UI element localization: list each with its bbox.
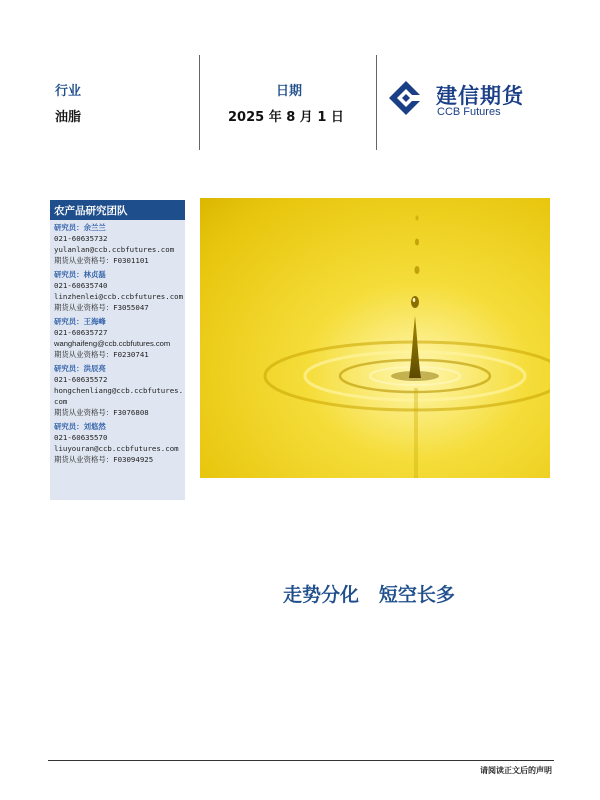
brand-name-cn: 建信期货 — [436, 84, 524, 108]
member-role: 研究员：洪辰亮 — [54, 364, 106, 373]
member-email[interactable]: linzhenlei@ccb.ccbfutures.com — [54, 292, 184, 301]
member-phone: 021-60635732 — [54, 234, 108, 243]
member-role: 研究员：刘悠然 — [54, 422, 106, 431]
ccb-logo-icon — [388, 80, 424, 116]
date-value: 2025 年 8 月 1 日 — [228, 110, 344, 125]
member-phone: 021-60635570 — [54, 433, 108, 442]
team-member — [50, 361, 185, 419]
member-role: 研究员：王海峰 — [54, 317, 106, 326]
member-role: 研究员：林贞磊 — [54, 270, 106, 279]
disclaimer-note: 请阅读正文后的声明 — [480, 766, 552, 775]
team-member — [50, 220, 185, 267]
member-role: 研究员：余兰兰 — [54, 223, 106, 232]
oil-drop-image — [200, 198, 550, 478]
team-title: 农产品研究团队 — [50, 200, 185, 220]
member-email[interactable]: liuyouran@ccb.ccbfutures.com — [54, 444, 179, 453]
research-team-panel — [50, 200, 185, 500]
member-email[interactable]: yulanlan@ccb.ccbfutures.com — [54, 245, 175, 254]
member-license: 期货从业资格号：F3076808 — [54, 408, 149, 417]
team-member — [50, 419, 185, 466]
team-member — [50, 267, 185, 314]
industry-label: 行业 — [55, 84, 82, 99]
footer-divider — [48, 760, 554, 761]
brand-name-en: CCB Futures — [437, 106, 501, 118]
report-title: 走势分化 短空长多 — [283, 584, 455, 606]
member-phone: 021-60635727 — [54, 328, 108, 337]
member-email[interactable]: wanghaifeng@ccb.ccbfutures.com — [54, 339, 171, 348]
member-phone: 021-60635572 — [54, 375, 108, 384]
member-phone: 021-60635740 — [54, 281, 108, 290]
header-divider — [199, 55, 200, 150]
member-license: 期货从业资格号：F3055047 — [54, 303, 149, 312]
date-label: 日期 — [276, 84, 303, 99]
member-license: 期货从业资格号：F03094925 — [54, 455, 154, 464]
team-member — [50, 314, 185, 361]
member-license: 期货从业资格号：F0301101 — [54, 256, 149, 265]
member-email[interactable]: hongchenliang@ccb.ccbfutures.com — [54, 386, 184, 406]
industry-value: 油脂 — [55, 110, 82, 125]
header-divider — [376, 55, 377, 150]
member-license: 期货从业资格号：F0230741 — [54, 350, 149, 359]
